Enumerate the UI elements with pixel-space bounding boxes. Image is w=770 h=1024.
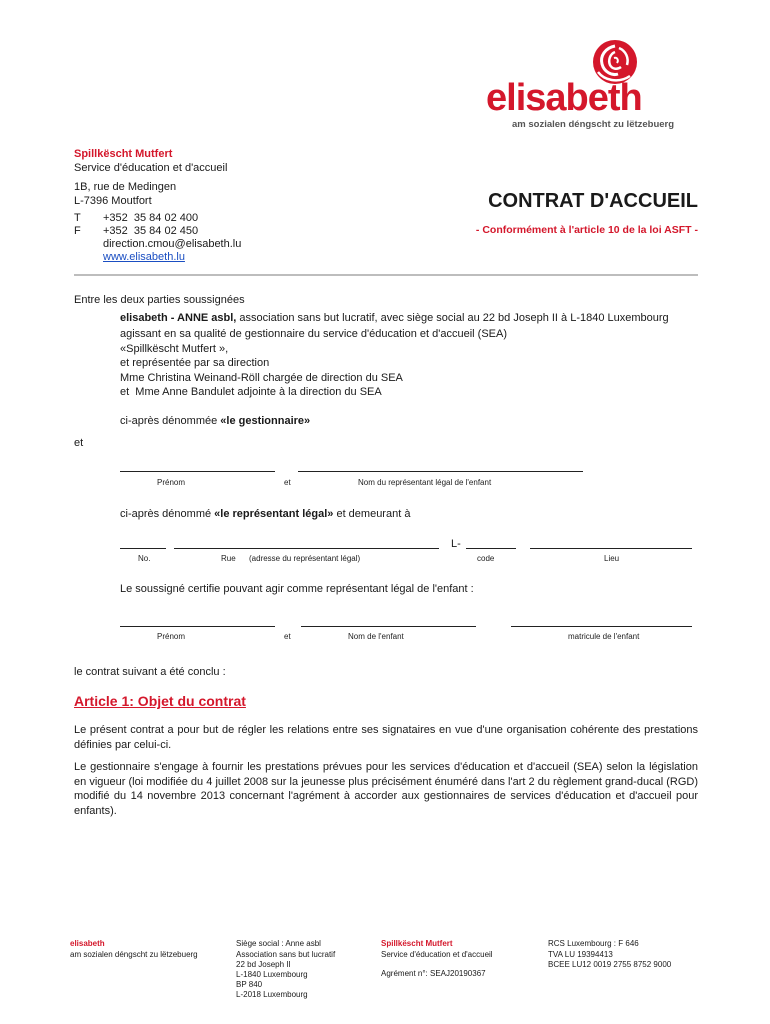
- article-1-heading: Article 1: Objet du contrat: [74, 693, 246, 709]
- rep-called-prefix: ci-après dénommé: [120, 508, 215, 520]
- manager-called-term: «le gestionnaire»: [220, 415, 311, 427]
- caption-et-child: et: [284, 632, 291, 641]
- certify-text: Le soussigné certifie pouvant agir comme représentant légal de l'enfant :: [120, 583, 474, 595]
- address-number-field[interactable]: [120, 548, 166, 549]
- footer-seat-line-6: L-2018 Luxembourg: [236, 990, 308, 999]
- manager-line-1-rest: association sans but lucratif, avec siège social au 22 bd Joseph II à L-1840 Luxembourg: [236, 312, 669, 324]
- caption-no: No.: [138, 554, 151, 563]
- and-text: et: [74, 437, 84, 449]
- footer-seat-line-3: 22 bd Joseph II: [236, 960, 291, 969]
- logo-word: elisabeth: [486, 77, 642, 119]
- child-matricule-field[interactable]: [511, 626, 692, 627]
- footer-sea-name: Spillkëscht Mutfert: [381, 939, 453, 948]
- caption-et: et: [284, 478, 291, 487]
- phone-value: +352 35 84 02 400: [103, 212, 199, 224]
- caption-adresse: (adresse du représentant légal): [249, 554, 361, 563]
- logo: [484, 38, 694, 134]
- rep-lastname-field[interactable]: [298, 471, 583, 472]
- caption-lieu: Lieu: [604, 554, 620, 563]
- caption-prenom-child: Prénom: [157, 632, 186, 641]
- footer-tva: TVA LU 19394413: [548, 950, 613, 959]
- footer-seat-line-2: Association sans but lucratif: [236, 950, 336, 959]
- manager-line-5: Mme Christina Weinand-Röll chargée de direction du SEA: [120, 372, 403, 384]
- footer-brand-tagline: am sozialen déngscht zu lëtzebuerg: [70, 950, 198, 959]
- address-line-2: L-7396 Moutfort: [74, 195, 152, 207]
- footer-seat-line-5: BP 840: [236, 980, 263, 989]
- address-line-1: 1B, rue de Medingen: [74, 181, 177, 193]
- postal-code-field[interactable]: [466, 548, 516, 549]
- contract-title: CONTRAT D'ACCUEIL: [488, 190, 698, 212]
- fax-value: +352 35 84 02 450: [103, 225, 199, 237]
- caption-code: code: [477, 554, 495, 563]
- footer-rcs: RCS Luxembourg : F 646: [548, 939, 639, 948]
- address-street-field[interactable]: [174, 548, 439, 549]
- footer-sea-subtitle: Service d'éducation et d'accueil: [381, 950, 493, 959]
- fax-label: F: [74, 225, 81, 237]
- parties-intro: Entre les deux parties soussignées: [74, 294, 245, 306]
- postal-prefix: L-: [451, 538, 461, 550]
- manager-name: elisabeth - ANNE asbl,: [120, 312, 237, 324]
- footer-seat-line-4: L-1840 Luxembourg: [236, 970, 308, 979]
- caption-prenom: Prénom: [157, 478, 186, 487]
- child-lastname-field[interactable]: [301, 626, 476, 627]
- rep-firstname-field[interactable]: [120, 471, 275, 472]
- article-1-paragraph-1: Le présent contrat a pour but de régler les relations entre ses signataires en vue d'une organisation cohérente des prestations définies par celui-ci.: [74, 724, 698, 751]
- manager-line-1: [120, 312, 669, 325]
- caption-nom-enfant: Nom de l'enfant: [348, 632, 404, 641]
- child-firstname-field[interactable]: [120, 626, 275, 627]
- rep-called: [120, 508, 410, 521]
- footer-brand-name: elisabeth: [70, 939, 105, 948]
- footer-agrement: Agrément n°: SEAJ20190367: [381, 969, 486, 978]
- email[interactable]: direction.cmou@elisabeth.lu: [103, 238, 242, 250]
- caption-nom-representant: Nom du représentant légal de l'enfant: [358, 478, 492, 487]
- manager-line-2: agissant en sa qualité de gestionnaire du service d'éducation et d'accueil (SEA): [120, 328, 507, 340]
- caption-matricule: matricule de l'enfant: [568, 632, 640, 641]
- manager-called-prefix: ci-après dénommée: [120, 415, 221, 427]
- manager-line-6: et Mme Anne Bandulet adjointe à la direction du SEA: [120, 386, 382, 398]
- footer-seat-line-1: Siège social : Anne asbl: [236, 939, 321, 948]
- header-divider: [74, 274, 698, 276]
- article-1-paragraph-2: Le gestionnaire s'engage à fournir les prestations prévues pour les services d'éducation et d'accueil (SEA) selon la législation en vigueur (loi modifiée du 4 juillet 2008 sur la jeunesse plus précisément énuméré dans l'art 2 du règlement grand-ducal (RGD) modifié du 14 novembre 2013 concernant l'agrément à accorder aux gestionnaires de services d'éducation et d'accueil pour enfants).: [74, 761, 698, 817]
- city-field[interactable]: [530, 548, 692, 549]
- rep-called-term: «le représentant légal»: [214, 508, 334, 520]
- org-subtitle: Service d'éducation et d'accueil: [74, 162, 228, 174]
- concluded-text: le contrat suivant a été conclu :: [74, 666, 226, 678]
- logo-tagline: am sozialen déngscht zu lëtzebuerg: [512, 119, 675, 130]
- manager-line-4: et représentée par sa direction: [120, 357, 270, 369]
- org-name: Spillkëscht Mutfert: [74, 148, 173, 160]
- footer-bcee: BCEE LU12 0019 2755 8752 9000: [548, 960, 672, 969]
- phone-label: T: [74, 212, 81, 224]
- manager-line-3: «Spillkëscht Mutfert »,: [120, 343, 229, 355]
- manager-called: [120, 415, 310, 428]
- rep-called-suffix: et demeurant à: [333, 508, 411, 520]
- website-link[interactable]: www.elisabeth.lu: [103, 251, 185, 263]
- caption-rue: Rue: [221, 554, 236, 563]
- contract-subtitle: - Conformément à l'article 10 de la loi ASFT -: [475, 224, 698, 236]
